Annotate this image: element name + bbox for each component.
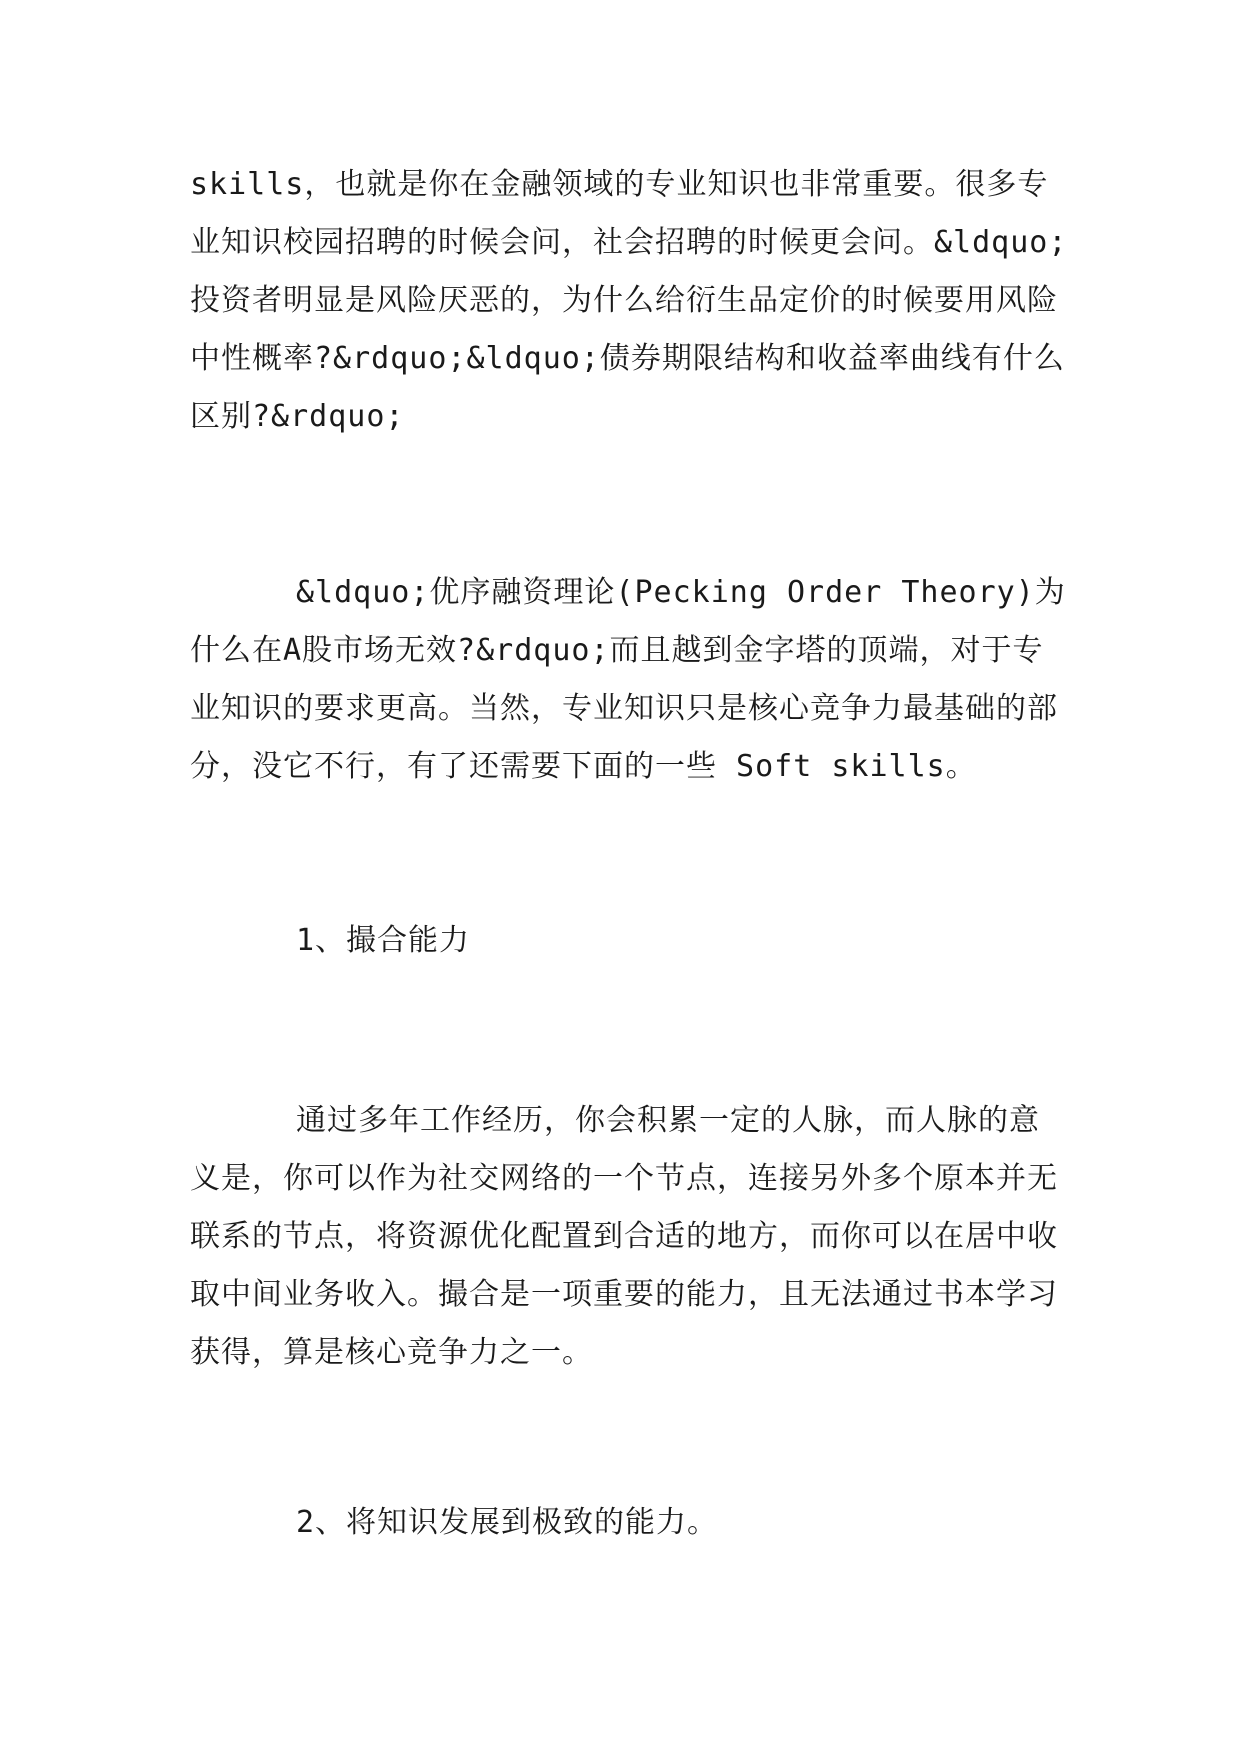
section-heading-matchmaking: 1、撮合能力 — [296, 923, 471, 958]
paragraph-pecking-order: &ldquo;优序融资理论(Pecking Order Theory)为什么在A股市场无效?&rdquo;而且越到金字塔的顶端，对于专业知识的要求更高。当然，专业知识只是核心竞争力最基础的部分，没它不行，有了还需要下面的一些 Soft skills。 — [190, 575, 1066, 784]
paragraph-professional-knowledge: skills，也就是你在金融领域的专业知识也非常重要。很多专业知识校园招聘的时候会问，社会招聘的时候更会问。&ldquo;投资者明显是风险厌恶的，为什么给衍生品定价的时候要用风险中性概率?&rdquo;&ldquo;债券期限结构和收益率曲线有什么区别?&rdquo; — [190, 167, 1068, 434]
section-heading-knowledge-mastery: 2、将知识发展到极致的能力。 — [296, 1505, 719, 1540]
paragraph-matchmaking: 通过多年工作经历，你会积累一定的人脉，而人脉的意义是，你可以作为社交网络的一个节点，连接另外多个原本并无联系的节点，将资源优化配置到合适的地方，而你可以在居中收取中间业务收入。撮合是一项重要的能力，且无法通过书本学习获得，算是核心竞争力之一。 — [190, 1103, 1058, 1370]
